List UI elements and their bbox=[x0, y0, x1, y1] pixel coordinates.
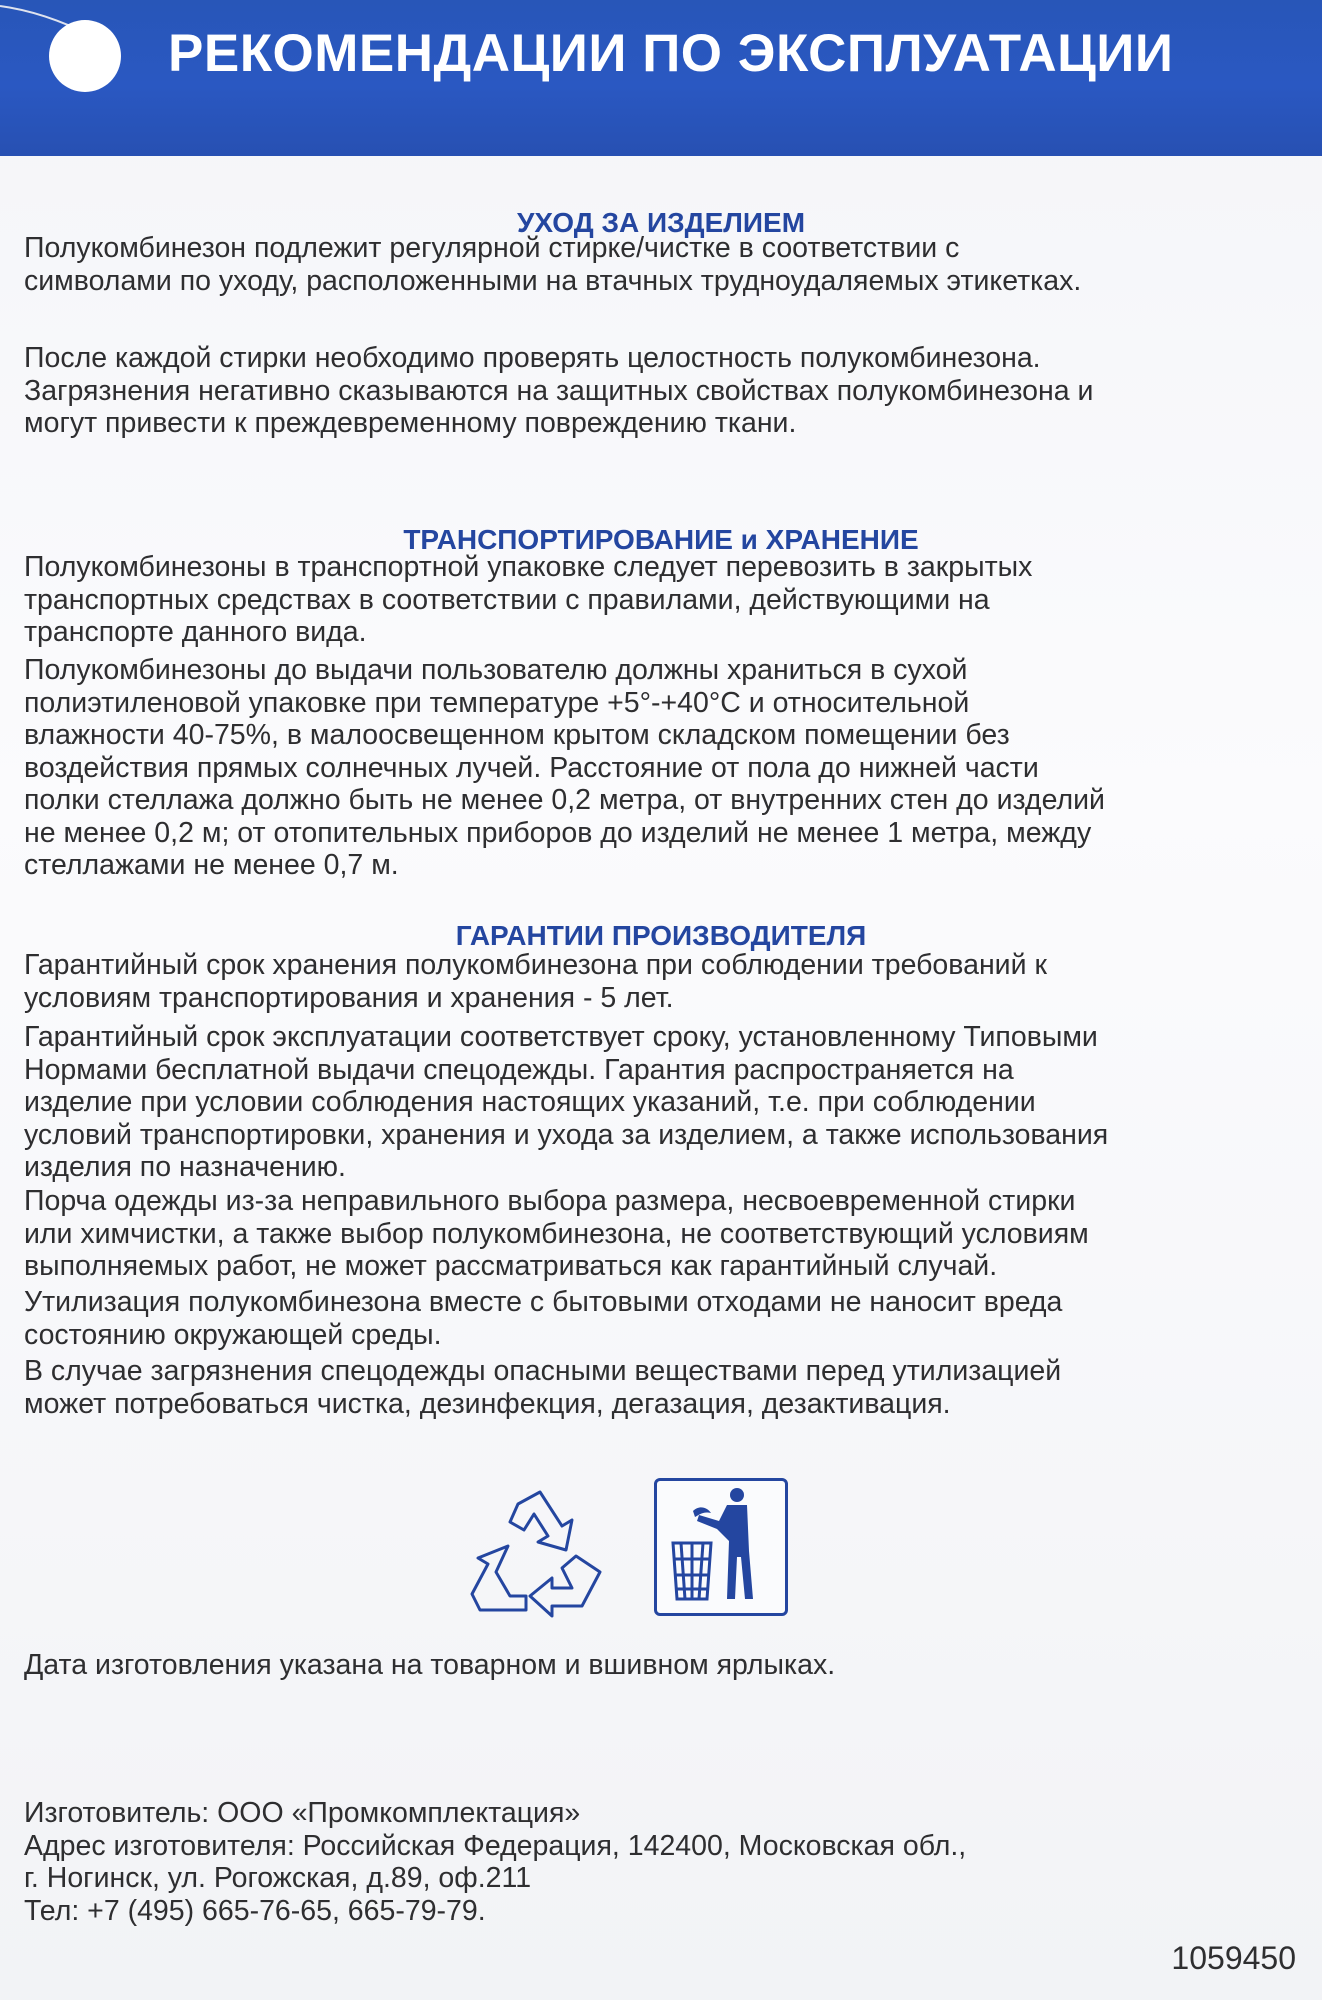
text-line: Полукомбинезоны до выдачи пользователю должны храниться в сухой bbox=[24, 654, 968, 686]
text-line: транспортных средствах в соответствии с правилами, действующими на bbox=[24, 583, 990, 616]
text-line: выполняемых работ, не может рассматриваться как гарантийный случай. bbox=[24, 1250, 998, 1282]
text-line: Порча одежды из-за неправильного выбора размера, несвоевременной стирки bbox=[24, 1185, 1076, 1217]
care-paragraph-1 bbox=[24, 232, 1314, 297]
text-line: символами по уходу, расположенными на втачных трудноудаляемых этикетках. bbox=[24, 264, 1082, 297]
transport-paragraph-2 bbox=[24, 654, 1314, 882]
text-line: условий транспортировки, хранения и ухода за изделием, а также использования bbox=[24, 1118, 1109, 1151]
warranty-paragraph-4 bbox=[24, 1286, 1314, 1351]
text-line: изделия по назначению. bbox=[24, 1151, 346, 1183]
manufacturer-address: Адрес изготовителя: Российская Федерация, 142400, Московская обл., bbox=[24, 1829, 967, 1862]
manufacturer-name: Изготовитель: ООО «Промкомплектация» bbox=[24, 1797, 581, 1829]
text-line: или химчистки, а также выбор полукомбинезона, не соответствующий условиям bbox=[24, 1217, 1089, 1250]
section-title-transport: ТРАНСПОРТИРОВАНИЕ и ХРАНЕНИЕ bbox=[403, 524, 919, 555]
text-line: стеллажами не менее 0,7 м. bbox=[24, 849, 399, 881]
text-line: полки стеллажа должно быть не менее 0,2 метра, от внутренних стен до изделий bbox=[24, 784, 1105, 816]
text-line: могут привести к преждевременному повреждению ткани. bbox=[24, 407, 797, 439]
text-line: может потребоваться чистка, дезинфекция, дегазация, дезактивация. bbox=[24, 1387, 951, 1420]
text-line: полиэтиленовой упаковке при температуре +5°-+40°С и относительной bbox=[24, 686, 970, 719]
text-line: Дата изготовления указана на товарном и вшивном ярлыках. bbox=[24, 1649, 836, 1681]
header-banner bbox=[0, 0, 1322, 156]
text-line: Гарантийный срок эксплуатации соответствует сроку, установленному Типовыми bbox=[24, 1021, 1098, 1053]
text-line: не менее 0,2 м; от отопительных приборов до изделий не менее 1 метра, между bbox=[24, 816, 1092, 849]
manufacturer-info bbox=[24, 1797, 1314, 1927]
section-title-care: УХОД ЗА ИЗДЕЛИЕМ bbox=[516, 207, 806, 238]
trash-bin-icon bbox=[654, 1478, 788, 1616]
text-line: Утилизация полукомбинезона вместе с бытовыми отходами не наносит вреда bbox=[24, 1286, 1063, 1318]
text-line: Полукомбинезоны в транспортной упаковке следует перевозить в закрытых bbox=[24, 551, 1033, 583]
manufacture-date-note bbox=[24, 1649, 1314, 1682]
text-line: изделие при условии соблюдения настоящих указаний, т.е. при соблюдении bbox=[24, 1086, 1036, 1118]
text-line: В случае загрязнения спецодежды опасными веществами перед утилизацией bbox=[24, 1355, 1062, 1387]
warranty-paragraph-1 bbox=[24, 949, 1314, 1014]
text-line: Гарантийный срок хранения полукомбинезона при соблюдении требований к bbox=[24, 949, 1047, 981]
text-line: условиям транспортирования и хранения - 5 лет. bbox=[24, 981, 674, 1014]
manufacturer-address: г. Ногинск, ул. Рогожская, д.89, оф.211 bbox=[24, 1862, 532, 1894]
text-line: транспорте данного вида. bbox=[24, 616, 367, 648]
product-code: 1059450 bbox=[1171, 1940, 1296, 1976]
warranty-paragraph-3 bbox=[24, 1185, 1314, 1283]
text-line: воздействия прямых солнечных лучей. Расстояние от пола до нижней части bbox=[24, 751, 1039, 784]
manufacturer-phone: Тел: +7 (495) 665-76-65, 665-79-79. bbox=[24, 1894, 486, 1927]
text-line: влажности 40-75%, в малоосвещенном крытом складском помещении без bbox=[24, 719, 1010, 751]
recycle-icon bbox=[466, 1486, 611, 1626]
hang-tag-hole bbox=[49, 20, 121, 92]
text-line: После каждой стирки необходимо проверять целостность полукомбинезона. bbox=[24, 342, 1041, 374]
warranty-paragraph-5 bbox=[24, 1355, 1314, 1420]
text-line: Нормами бесплатной выдачи спецодежды. Гарантия распространяется на bbox=[24, 1053, 1014, 1086]
text-line: Полукомбинезон подлежит регулярной стирке/чистке в соответствии с bbox=[24, 232, 960, 264]
transport-paragraph-1 bbox=[24, 551, 1314, 649]
section-title-warranty: ГАРАНТИИ ПРОИЗВОДИТЕЛЯ bbox=[455, 920, 867, 951]
care-paragraph-2 bbox=[24, 342, 1314, 440]
text-line: Загрязнения негативно сказываются на защитных свойствах полукомбинезона и bbox=[24, 374, 1094, 407]
warranty-paragraph-2 bbox=[24, 1021, 1314, 1184]
text-line: состоянию окружающей среды. bbox=[24, 1318, 442, 1351]
page-title: РЕКОМЕНДАЦИИ ПО ЭКСПЛУАТАЦИИ bbox=[168, 24, 1174, 83]
